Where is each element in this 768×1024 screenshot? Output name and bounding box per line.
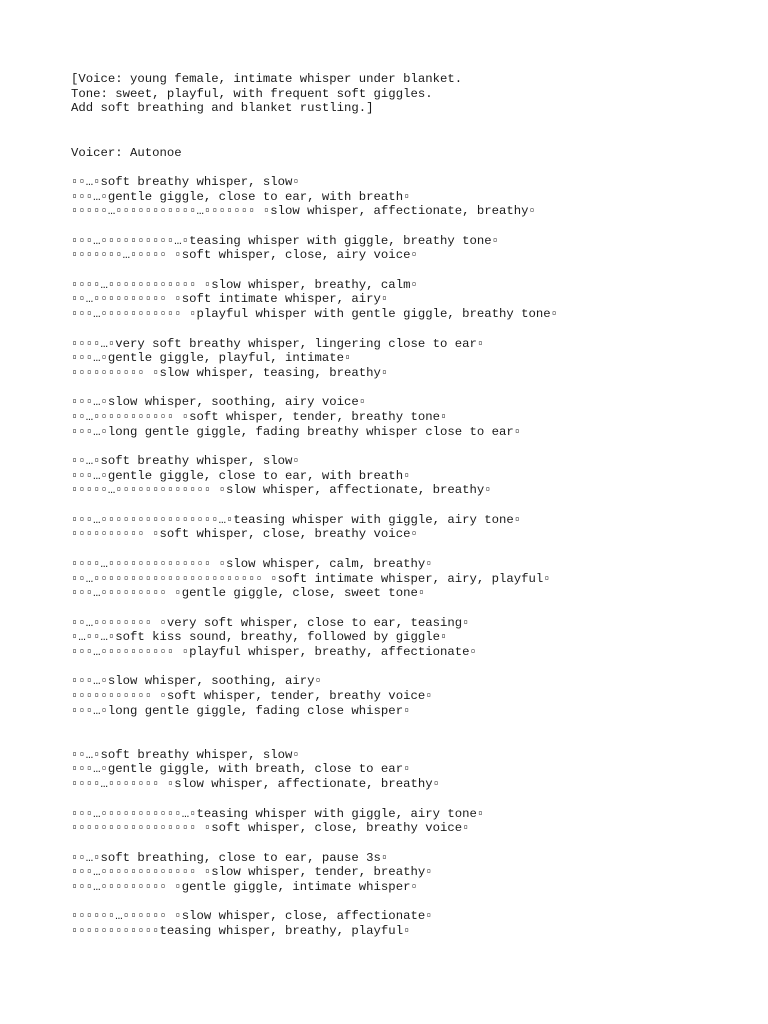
script-line: ▫▫▫…▫▫▫▫▫▫▫▫▫▫▫…▫teasing whisper with giggle, airy tone▫ <box>71 806 485 821</box>
script-stanza <box>71 395 751 439</box>
script-line: ▫▫…▫soft breathy whisper, slow▫ <box>71 747 300 762</box>
script-line: ▫▫▫…▫gentle giggle, close to ear, with breath▫ <box>71 468 411 483</box>
script-stanza <box>71 807 751 836</box>
script-line: ▫▫…▫▫▫▫▫▫▫▫▫▫▫▫▫▫▫▫▫▫▫▫▫▫▫ ▫soft intimate whisper, airy, playful▫ <box>71 571 551 586</box>
voicer-line: Voicer: Autonoe <box>71 145 182 160</box>
script-line: ▫▫…▫soft breathing, close to ear, pause 3s▫ <box>71 850 389 865</box>
script-line: ▫▫▫…▫gentle giggle, close to ear, with breath▫ <box>71 189 411 204</box>
script-line: ▫▫▫▫▫▫▫▫▫▫▫▫▫▫▫▫▫ ▫soft whisper, close, breathy voice▫ <box>71 821 470 836</box>
script-line: ▫…▫▫…▫soft kiss sound, breathy, followed by giggle▫ <box>71 630 448 645</box>
script-line: ▫▫▫▫▫▫▫▫▫▫ ▫soft whisper, close, breathy voice▫ <box>71 527 418 542</box>
script-line: ▫▫▫▫…▫▫▫▫▫▫▫▫▫▫▫▫▫▫ ▫slow whisper, calm, breathy▫ <box>71 556 433 571</box>
direction-line: [Voice: young female, intimate whisper under blanket. <box>71 72 463 86</box>
script-line: ▫▫…▫▫▫▫▫▫▫▫▫▫ ▫soft intimate whisper, airy▫ <box>71 292 389 307</box>
script-stanza <box>71 616 751 660</box>
script-line: ▫▫▫…▫▫▫▫▫▫▫▫▫▫▫▫▫▫▫▫…▫teasing whisper with giggle, airy tone▫ <box>71 512 522 527</box>
script-stanza <box>71 337 751 381</box>
script-line: ▫▫▫▫▫…▫▫▫▫▫▫▫▫▫▫▫…▫▫▫▫▫▫▫ ▫slow whisper, affectionate, breathy▫ <box>71 204 536 219</box>
script-line: ▫▫▫▫…▫▫▫▫▫▫▫ ▫slow whisper, affectionate, breathy▫ <box>71 777 440 792</box>
document-body <box>71 72 751 953</box>
script-line: ▫▫▫▫▫▫▫▫▫▫▫ ▫soft whisper, tender, breathy voice▫ <box>71 689 433 703</box>
script-stanza <box>71 909 751 938</box>
script-line: ▫▫…▫▫▫▫▫▫▫▫▫▫▫ ▫soft whisper, tender, breathy tone▫ <box>71 409 448 424</box>
script-stanza <box>71 674 751 718</box>
script-stanza <box>71 278 751 322</box>
script-line: ▫▫▫▫▫▫▫▫▫▫▫▫teasing whisper, breathy, playful▫ <box>71 924 411 939</box>
script-line: ▫▫▫…▫long gentle giggle, fading breathy whisper close to ear▫ <box>71 424 522 439</box>
script-stanza <box>71 234 751 263</box>
script-line: ▫▫▫…▫slow whisper, soothing, airy▫ <box>71 674 322 689</box>
script-line: ▫▫…▫soft breathy whisper, slow▫ <box>71 174 300 189</box>
script-stanza <box>71 454 751 498</box>
script-line: ▫▫▫▫▫▫▫…▫▫▫▫▫ ▫soft whisper, close, airy voice▫ <box>71 248 418 263</box>
direction-line: Tone: sweet, playful, with frequent soft giggles. <box>71 86 433 101</box>
script-line: ▫▫▫…▫gentle giggle, with breath, close to ear▫ <box>71 762 411 777</box>
script-line: ▫▫▫…▫slow whisper, soothing, airy voice▫ <box>71 395 367 410</box>
script-line: ▫▫▫▫…▫▫▫▫▫▫▫▫▫▫▫▫ ▫slow whisper, breathy, calm▫ <box>71 277 418 292</box>
script-stanza <box>71 513 751 542</box>
script-line: ▫▫▫…▫▫▫▫▫▫▫▫▫▫▫▫▫ ▫slow whisper, tender, breathy▫ <box>71 865 433 880</box>
script-stanza <box>71 851 751 895</box>
script-stanza <box>71 557 751 601</box>
direction-line: Add soft breathing and blanket rustling.] <box>71 101 374 116</box>
script-line: ▫▫▫▫…▫very soft breathy whisper, lingering close to ear▫ <box>71 336 485 351</box>
script-line: ▫▫…▫▫▫▫▫▫▫▫ ▫very soft whisper, close to ear, teasing▫ <box>71 615 470 630</box>
script-line: ▫▫▫…▫long gentle giggle, fading close whisper▫ <box>71 703 411 718</box>
script-line: ▫▫▫…▫▫▫▫▫▫▫▫▫▫▫ ▫playful whisper with gentle giggle, breathy tone▫ <box>71 307 559 322</box>
script-stanza <box>71 175 751 219</box>
script-line: ▫▫…▫soft breathy whisper, slow▫ <box>71 454 300 468</box>
script-line: ▫▫▫▫▫▫…▫▫▫▫▫▫ ▫slow whisper, close, affectionate▫ <box>71 909 433 924</box>
script-line: ▫▫▫▫▫…▫▫▫▫▫▫▫▫▫▫▫▫▫ ▫slow whisper, affectionate, breathy▫ <box>71 483 492 498</box>
script-line: ▫▫▫…▫gentle giggle, playful, intimate▫ <box>71 351 352 366</box>
script-stanza <box>71 748 751 792</box>
script-line: ▫▫▫…▫▫▫▫▫▫▫▫▫▫…▫teasing whisper with giggle, breathy tone▫ <box>71 233 500 248</box>
script-line: ▫▫▫…▫▫▫▫▫▫▫▫▫ ▫gentle giggle, intimate whisper▫ <box>71 879 418 894</box>
voice-direction-note <box>71 72 751 116</box>
script-line: ▫▫▫…▫▫▫▫▫▫▫▫▫ ▫gentle giggle, close, sweet tone▫ <box>71 586 426 601</box>
script-line: ▫▫▫▫▫▫▫▫▫▫ ▫slow whisper, teasing, breathy▫ <box>71 365 389 380</box>
script-line: ▫▫▫…▫▫▫▫▫▫▫▫▫▫ ▫playful whisper, breathy, affectionate▫ <box>71 644 477 659</box>
